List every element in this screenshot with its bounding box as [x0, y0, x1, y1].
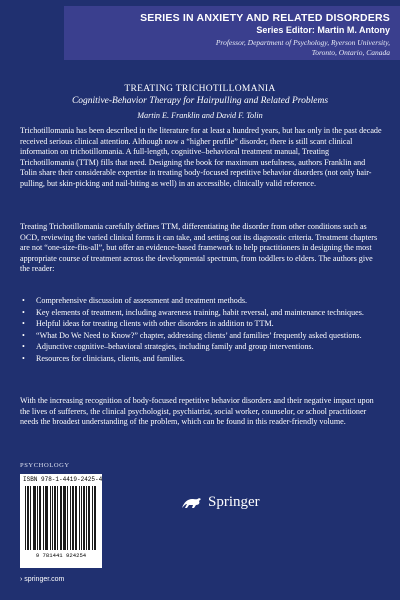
springer-horse-icon [180, 496, 204, 510]
publisher-link[interactable]: › springer.com [20, 576, 65, 583]
book-title: TREATING TRICHOTILLOMANIA [124, 84, 276, 94]
book-authors: Martin E. Franklin and David F. Tolin [137, 111, 263, 120]
list-item: • Helpful ideas for treating clients with other disorders in addition to TTM. [22, 319, 274, 329]
series-editor: Series Editor: Martin M. Antony [256, 25, 390, 35]
description-paragraph-3: With the increasing recognition of body-focused repetitive behavior disorders and their negative impact upon the lives of sufferers, the clinical psychologist, psychiatrist, social worker, counselor, or school practitioner needs the broadest understanding of the problem, which can be found in this reader-friendly volume. [20, 396, 374, 427]
list-item: • “What Do We Need to Know?” chapter, addressing clients’ and families’ frequently asked questions. [22, 330, 362, 340]
bullet-icon: • [22, 296, 25, 305]
list-item: • Adjunctive cognitive–behavioral strategies, including family and group interventions. [22, 342, 314, 352]
description-paragraph-1: Trichotillomania has been described in the literature for at least a hundred years, but has only in the past decade received serious clinical attention. Although now a “higher profile” disorder, there is still scant clinical information on trichotillomania. A full-length, cognitive–behavioral treatment manual, Treating Trichotillomania (TTM) fills that need. Designing the book for maximum usefulness, authors Franklin and Tolin share their considerable expertise in treating body-focused repetitive behavior disorders (not only hair-pulling, but skin-picking and nail-biting as well) in an accessible, clinically valid reference. [20, 126, 382, 188]
category-label: PSYCHOLOGY [20, 462, 70, 469]
bullet-icon: • [22, 342, 25, 352]
series-affiliation-line1: Professor, Department of Psychology, Ryerson University, [215, 38, 390, 47]
barcode-icon [25, 486, 97, 550]
bullet-icon: • [22, 330, 25, 340]
series-affiliation-line2: Toronto, Ontario, Canada [311, 48, 390, 57]
list-item: • Resources for clinicians, clients, and families. [22, 353, 185, 363]
bullet-icon: • [22, 353, 25, 363]
publisher-logo [180, 494, 260, 511]
list-item: • Key elements of treatment, including awareness training, habit reversal, and maintenance techniques. [22, 307, 364, 317]
barcode-number: 9 781441 924254 [35, 552, 87, 559]
list-item: • Comprehensive discussion of assessment and treatment methods. [22, 296, 248, 305]
series-title: SERIES IN ANXIETY AND RELATED DISORDERS [140, 12, 390, 24]
series-banner [64, 6, 400, 60]
barcode-panel [20, 474, 102, 568]
isbn-text: ISBN 978-1-4419-2425-4 [23, 476, 103, 483]
publisher-name: Springer [208, 494, 260, 510]
book-subtitle: Cognitive-Behavior Therapy for Hairpulling and Related Problems [71, 96, 329, 106]
description-paragraph-2: Treating Trichotillomania carefully defines TTM, differentiating the disorder from other conditions such as OCD, reviewing the varied clinical forms it can take, and setting out its diagnostic criteria. Treatment chapters are not “one-size-fits-all”, but offer an evidence-based framework to help practitioners in designing the most appropriate course of treatment across the developmental spectrum, from toddlers to elders. The authors give the reader: [20, 222, 378, 274]
bullet-icon: • [22, 307, 25, 317]
bullet-icon: • [22, 319, 25, 329]
feature-list [20, 296, 382, 366]
